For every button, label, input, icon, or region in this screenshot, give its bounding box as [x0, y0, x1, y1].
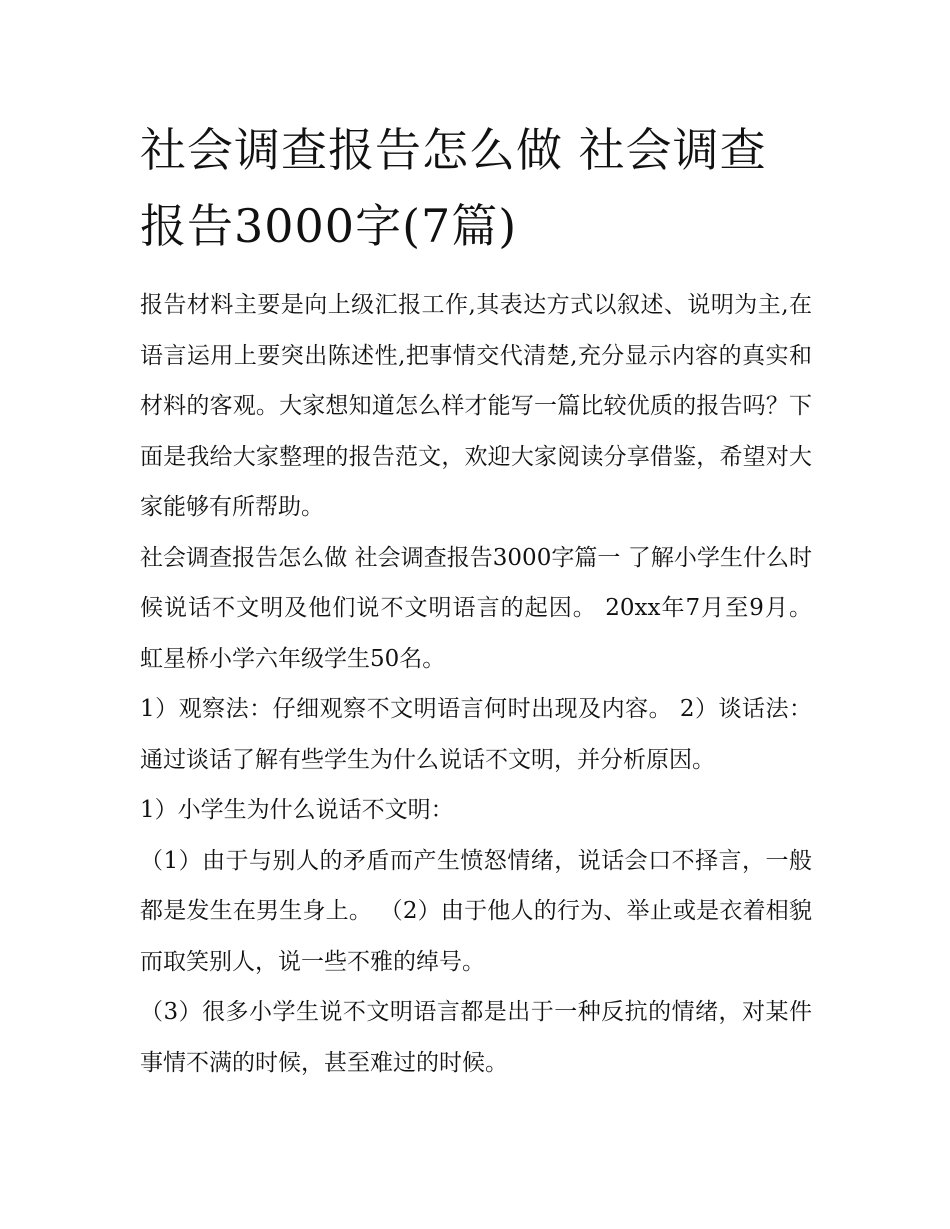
- paragraph-reason-3: （3）很多小学生说不文明语言都是出于一种反抗的情绪，对某件事情不满的时候，甚至难过的时候。: [140, 999, 812, 1076]
- paragraph-question-heading: 1）小学生为什么说话不文明：: [140, 797, 454, 823]
- paragraph-survey-purpose: 社会调查报告怎么做 社会调查报告3000字篇一 了解小学生什么时候说话不文明及他们说不文明语言的起因。 20xx年7月至9月。 虹星桥小学六年级学生50名。: [140, 544, 812, 672]
- paragraph-methods: 1）观察法：仔细观察不文明语言何时出现及内容。 2）谈话法：通过谈话了解有些学生为什么说话不文明，并分析原因。: [140, 696, 812, 773]
- document-title: 社会调查报告怎么做 社会调查报告3000字(7篇): [140, 123, 767, 253]
- paragraph-intro: 报告材料主要是向上级汇报工作,其表达方式以叙述、说明为主,在语言运用上要突出陈述性,把事情交代清楚,充分显示内容的真实和材料的客观。大家想知道怎么样才能写一篇比较优质的报告吗？下面是我给大家整理的报告范文，欢迎大家阅读分享借鉴，希望对大家能够有所帮助。: [140, 292, 812, 520]
- paragraph-reasons-1-2: （1）由于与别人的矛盾而产生愤怒情绪，说话会口不择言，一般都是发生在男生身上。 （2）由于他人的行为、举止或是衣着相貌而取笑别人，说一些不雅的绰号。: [140, 847, 812, 975]
- document-content: [140, 112, 812, 1088]
